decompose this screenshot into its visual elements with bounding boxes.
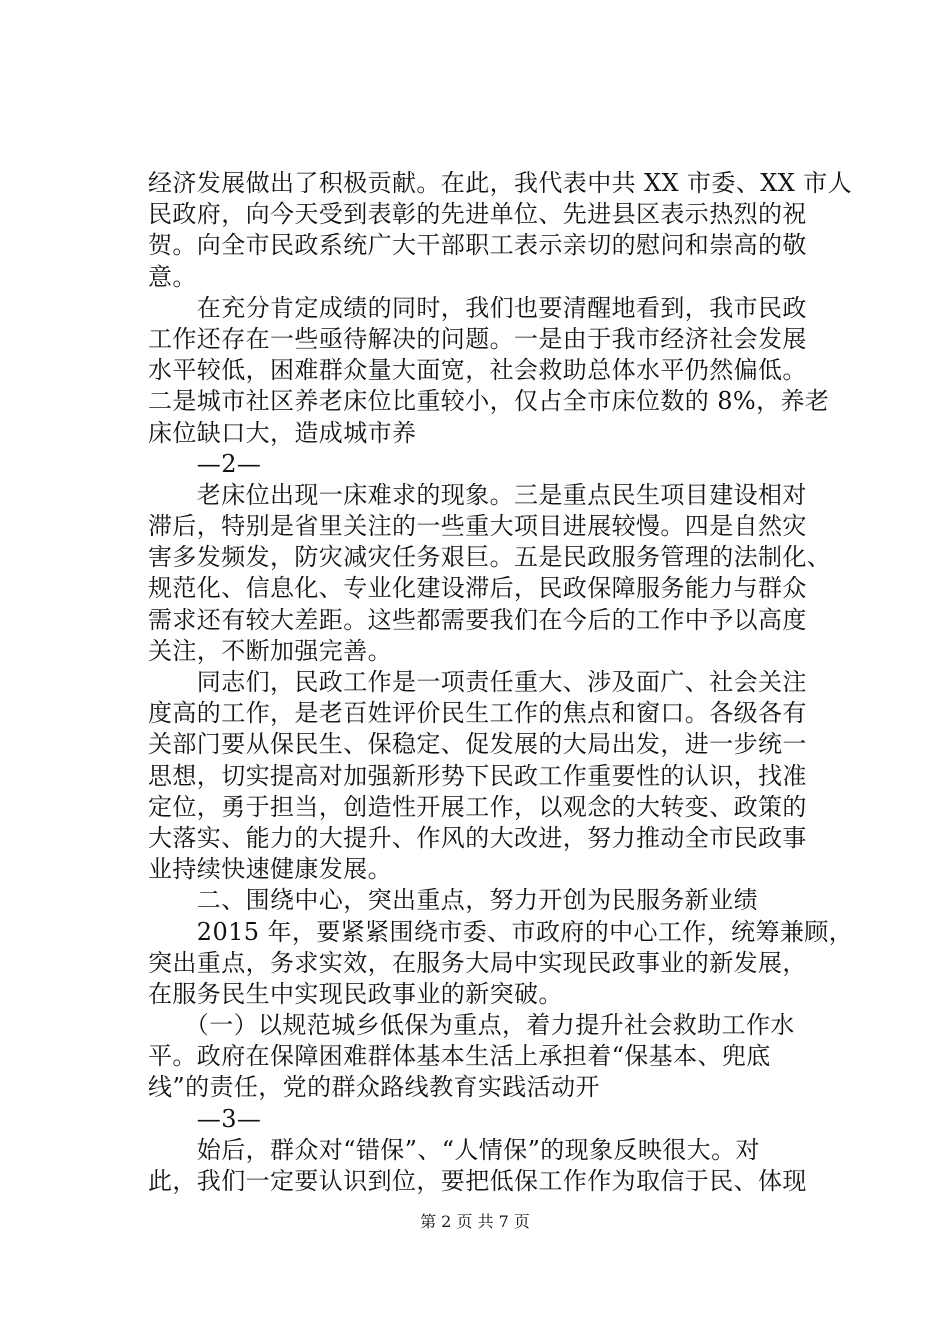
text-line: 关注，不断加强完善。 <box>148 636 392 665</box>
text-line: 在充分肯定成绩的同时，我们也要清醒地看到，我市民政 <box>148 293 807 322</box>
text-line: 经济发展做出了积极贡献。在此，我代表中共 XX 市委、XX 市人 <box>148 169 853 197</box>
text-line: 思想，切实提高对加强新形势下民政工作重要性的认识，找准 <box>148 761 807 790</box>
text-line: 始后，群众对“错保”、“人情保”的现象反映很大。对 <box>148 1135 760 1164</box>
text-line: 床位缺口大，造成城市养 <box>148 418 417 447</box>
text-line: 定位，勇于担当，创造性开展工作，以观念的大转变、政策的 <box>148 792 807 821</box>
page-marker: —3— <box>148 1104 262 1133</box>
text-line: 线”的责任，党的群众路线教育实践活动开 <box>148 1073 600 1102</box>
text-line: 2015 年，要紧紧围绕市委、市政府的中心工作，统筹兼顾， <box>148 917 854 946</box>
text-line: 滞后，特别是省里关注的一些重大项目进展较慢。四是自然灾 <box>148 512 807 541</box>
text-line: 民政府，向今天受到表彰的先进单位、先进县区表示热烈的祝 <box>148 200 807 229</box>
section-heading: 二、围绕中心，突出重点，努力开创为民服务新业绩 <box>148 886 758 915</box>
text-line: 业持续快速健康发展。 <box>148 855 392 884</box>
text-line: 同志们，民政工作是一项责任重大、涉及面广、社会关注 <box>148 668 807 696</box>
text-line: 意。 <box>148 262 197 291</box>
text-line: 关部门要从保民生、保稳定、促发展的大局出发，进一步统一 <box>148 730 807 759</box>
body-text <box>148 168 854 1197</box>
page-footer: 第 2 页 共 7 页 <box>420 1212 530 1231</box>
text-line: 规范化、信息化、专业化建设滞后，民政保障服务能力与群众 <box>148 574 807 603</box>
page-marker: —2— <box>148 449 262 478</box>
text-line: 害多发频发，防灾减灾任务艰巨。五是民政服务管理的法制化、 <box>148 543 832 572</box>
text-line: 此，我们一定要认识到位，要把低保工作作为取信于民、体现 <box>148 1167 807 1195</box>
text-line: 在服务民生中实现民政事业的新突破。 <box>148 979 563 1008</box>
text-line: （一）以规范城乡低保为重点，着力提升社会救助工作水 <box>148 1011 795 1040</box>
text-line: 工作还存在一些亟待解决的问题。一是由于我市经济社会发展 <box>148 324 807 353</box>
text-line: 大落实、能力的大提升、作风的大改进，努力推动全市民政事 <box>148 823 807 852</box>
text-line: 突出重点，务求实效，在服务大局中实现民政事业的新发展， <box>148 948 807 977</box>
text-line: 平。政府在保障困难群体基本生活上承担着“保基本、兜底 <box>148 1042 771 1071</box>
text-line: 贺。向全市民政系统广大干部职工表示亲切的慰问和崇高的敬 <box>148 231 807 260</box>
text-line: 水平较低，困难群众量大面宽，社会救助总体水平仍然偏低。 <box>148 356 807 385</box>
text-line: 二是城市社区养老床位比重较小，仅占全市床位数的 8%，养老 <box>148 387 830 416</box>
text-line: 度高的工作，是老百姓评价民生工作的焦点和窗口。各级各有 <box>148 699 807 728</box>
text-line: 老床位出现一床难求的现象。三是重点民生项目建设相对 <box>148 480 807 509</box>
text-line: 需求还有较大差距。这些都需要我们在今后的工作中予以高度 <box>148 605 807 634</box>
